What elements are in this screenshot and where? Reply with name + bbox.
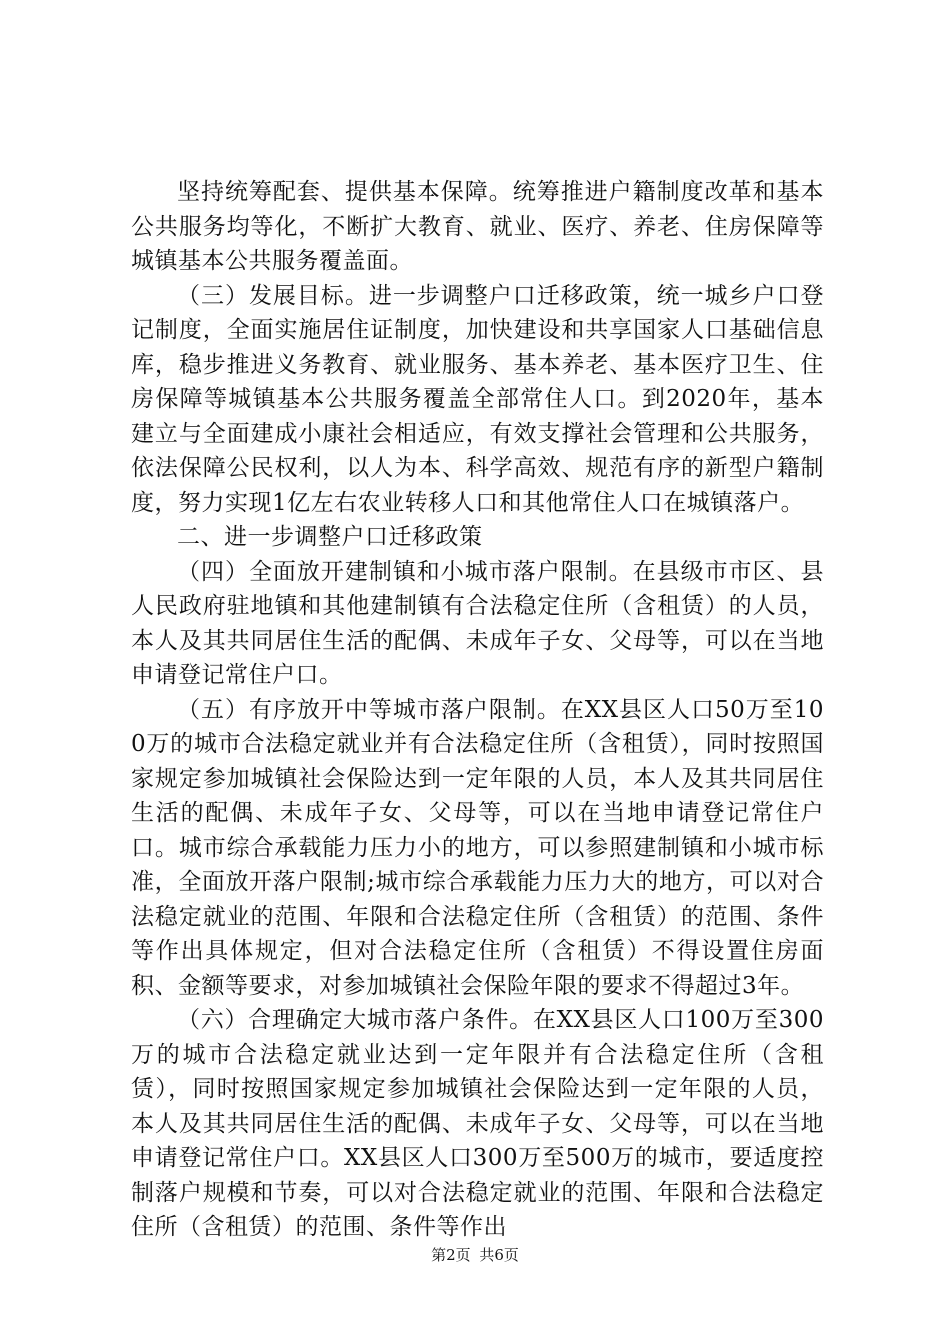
paragraph-5: （六）合理确定大城市落户条件。在XX县区人口100万至300万的城市合法稳定就业达到一定年限并有合法稳定住所（含租赁），同时按照国家规定参加城镇社会保险达到一定年限的人员，本人及其共同居住生活的配偶、未成年子女、父母等，可以在当地申请登记常住户口。XX县区人口300万至500万的城市，要适度控制落户规模和节奏，可以对合法稳定就业的范围、年限和合法稳定住所（含租赁）的范围、条件等作出	[131, 1007, 824, 1240]
page-footer	[0, 1245, 950, 1265]
page-total: 共6页	[479, 1246, 519, 1264]
paragraph-4: （五）有序放开中等城市落户限制。在XX县区人口50万至100万的城市合法稳定就业并有合法稳定住所（含租赁），同时按照国家规定参加城镇社会保险达到一定年限的人员，本人及其共同居住生活的配偶、未成年子女、父母等，可以在当地申请登记常住户口。城市综合承载能力压力小的地方，可以参照建制镇和小城市标准，全面放开落户限制;城市综合承载能力压力大的地方，可以对合法稳定就业的范围、年限和合法稳定住所（含租赁）的范围、条件等作出具体规定，但对合法稳定住所（含租赁）不得设置住房面积、金额等要求，对参加城镇社会保险年限的要求不得超过3年。	[131, 696, 824, 999]
document-body	[131, 175, 824, 1245]
paragraph-2: （三）发展目标。进一步调整户口迁移政策，统一城乡户口登记制度，全面实施居住证制度，加快建设和共享国家人口基础信息库，稳步推进义务教育、就业服务、基本养老、基本医疗卫生、住房保障等城镇基本公共服务覆盖全部常住人口。到2020年，基本建立与全面建成小康社会相适应，有效支撑社会管理和公共服务，依法保障公民权利，以人为本、科学高效、规范有序的新型户籍制度，努力实现1亿左右农业转移人口和其他常住人口在城镇落户。	[131, 282, 824, 516]
paragraph-1: 坚持统筹配套、提供基本保障。统筹推进户籍制度改革和基本公共服务均等化，不断扩大教育、就业、医疗、养老、住房保障等城镇基本公共服务覆盖面。	[131, 179, 824, 274]
section-heading: 二、进一步调整户口迁移政策	[177, 524, 483, 550]
paragraph-3: （四）全面放开建制镇和小城市落户限制。在县级市市区、县人民政府驻地镇和其他建制镇有合法稳定住所（含租赁）的人员，本人及其共同居住生活的配偶、未成年子女、父母等，可以在当地申请登记常住户口。	[131, 558, 824, 688]
page-number: 第2页	[431, 1246, 471, 1264]
